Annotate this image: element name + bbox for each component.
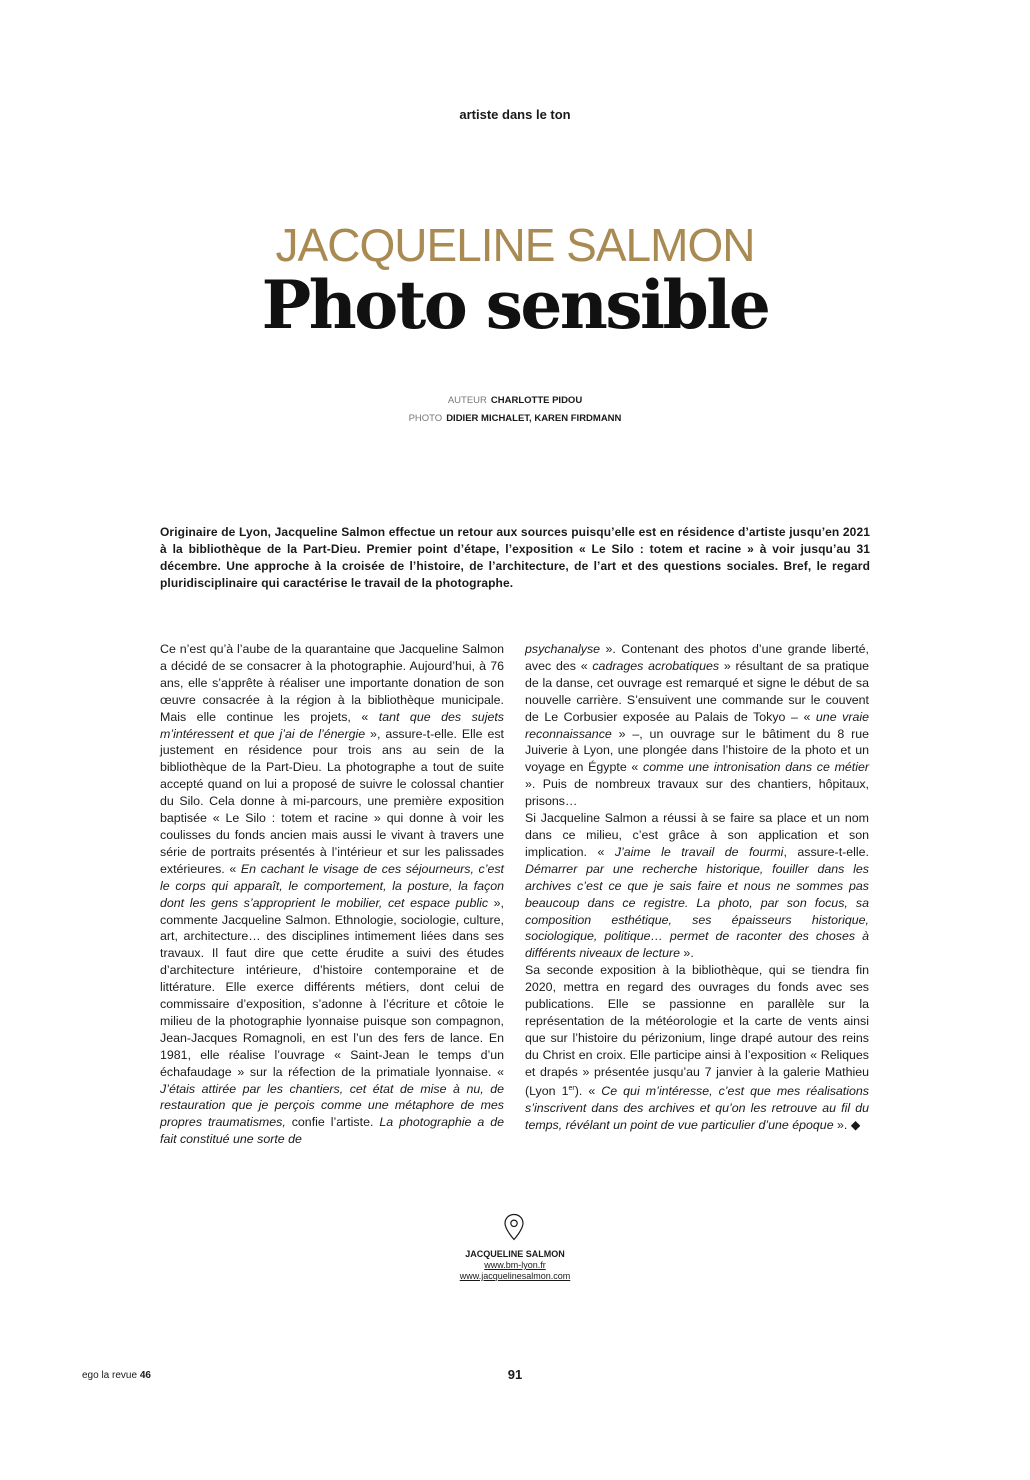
author-name: CHARLOTTE PIDOU: [490, 395, 583, 406]
magazine-name: ego la revue: [82, 1370, 138, 1381]
article-lead: Originaire de Lyon, Jacqueline Salmon effectue un retour aux sources puisqu’elle est en résidence d’artiste jusqu’en 2021 à la bibliothèque de la Part-Dieu. Premier point d’étape, l’exposition « Le Silo : totem et racine » à voir jusqu’au 31 décembre. Une approche à la croisée de l’histoire, de l’architecture, de l’art et des questions sociales. Bref, le regard pluridisciplinaire qui caractérise le travail de la photographe.: [160, 525, 870, 590]
photo-credit: [0, 410, 1030, 428]
website-link-bm[interactable]: www.bm-lyon.fr: [484, 1260, 546, 1270]
quote-text: tant que des sujets m’intéressent et que j’ai de l’énergie: [160, 709, 504, 741]
body-text: » –, un ouvrage sur le bâtiment du 8 rue Juiverie à Lyon, une plongée dans l’histoire de la photo et un voyage en Égypte «: [525, 726, 869, 775]
body-text: ). «: [574, 1083, 602, 1098]
body-column-left: [160, 641, 504, 1148]
quote-text: J’étais attirée par les chantiers, cet état de mise à nu, de restauration que je perçois comme une métaphore de mes propres traumatismes,: [160, 1081, 504, 1130]
body-text: ». ◆: [833, 1117, 861, 1132]
body-text: confie l’artiste.: [285, 1115, 380, 1130]
body-text: », assure-t-elle. Elle est justement en résidence pour trois ans au sein de la bibliothèque de la Part-Dieu. La photographe a tout de suite accepté quand on lui a proposé de suivre le colossal chantier du Silo. Cela donne à mi-parcours, une première exposition baptisée « Le Silo : totem et racine » qui donne à voir les coulisses du fonds ancien mais aussi le vivant à travers une série de portraits présentés à l’intérieur et sur les palissades extérieures. «: [160, 726, 504, 876]
website-link-artist[interactable]: www.jacquelinesalmon.com: [459, 1271, 571, 1281]
credits: [0, 392, 1030, 428]
quote-text: Ce qui m’intéresse, c’est que mes réalisations s’inscrivent dans des archives et qu’on les retrouve au fil du temps, révélant un point de vue particulier d’une époque: [525, 1083, 869, 1132]
body-paragraph: [525, 810, 869, 962]
contact-name: JACQUELINE SALMON: [465, 1249, 565, 1259]
body-paragraph: [525, 641, 869, 810]
quote-text: En cachant le visage de ces séjourneurs, c’est le corps qui apparaît, le comportement, la posture, la façon dont les gens s’approprient le mobilier, cet espace public: [160, 861, 505, 910]
author-credit: [0, 392, 1030, 410]
body-paragraph: [160, 641, 504, 1148]
issue-number: 46: [139, 1370, 151, 1381]
body-text: ». Contenant des photos d’une grande liberté, avec des «: [525, 642, 869, 673]
body-text: », commente Jacqueline Salmon. Ethnologie, sociologie, culture, art, architecture… des disciplines intimement liées dans ses travaux. Il faut dire que cette érudite a suivi des études d’architecture intérieure, d’histoire contemporaine et de littérature. Elle exerce différents métiers, dont celui de commissaire d’exposition, s’adonne à l’écriture et côtoie le milieu de la photographie lyonnaise puisque son compagnon, Jean-Jacques Romagnoli, en est l’un des fers de lance. En 1981, elle réalise l’ouvrage « Saint-Jean le temps d’un échafaudage » sur la réfection de la primatiale lyonnaise. «: [160, 895, 504, 1079]
body-column-right: [525, 641, 869, 1133]
quote-text: psychanalyse: [525, 642, 601, 656]
body-text: Ce n’est qu’à l’aube de la quarantaine que Jacqueline Salmon a décidé de se consacrer à la photographie. Aujourd’hui, à 76 ans, elle s’apprête à réaliser une importante donation de son œuvre consacrée à la région à la bibliothèque municipale. Mais elle continue les projets, «: [160, 642, 504, 724]
location-pin-icon: [503, 1213, 525, 1241]
body-text: Sa seconde exposition à la bibliothèque, qui se tiendra fin 2020, mettra en regard des ouvrages du fonds avec ses publications. Elle se passionne en parallèle sur la représentation de la météorologie et la carte de vents ainsi que sur l’histoire du périzonium, linge drapé autour des reins du Christ en croix. Elle participe ainsi à l’exposition « Reliques et drapés » présentée jusqu’au 7 janvier à la galerie Mathieu (Lyon 1: [525, 963, 869, 1098]
superscript: er: [568, 1084, 575, 1092]
author-label: AUTEUR: [447, 395, 487, 406]
quote-text: J’aime le travail de fourmi: [614, 844, 784, 859]
body-text: Si Jacqueline Salmon a réussi à se faire sa place et un nom dans ce milieu, c’est grâce à son application et son implication. «: [525, 811, 869, 859]
body-text: ».: [679, 946, 694, 961]
page-number: 91: [507, 1367, 523, 1382]
quote-text: cadrages acrobatiques: [592, 658, 720, 673]
body-text: ». Puis de nombreux travaux sur des chantiers, hôpitaux, prisons…: [525, 777, 869, 809]
article-title: Photo sensible: [261, 266, 769, 344]
quote-text: La photographie a de fait constitué une sorte de: [160, 1115, 504, 1147]
quote-text: Démarrer par une recherche historique, fouiller dans les archives c’est ce que je sais faire et nous ne sommes pas beaucoup dans ce registre. La photo, par son focus, sa composition esthétique, ses épaisseurs historique, sociologique, politique… permet de raconter des choses à différents niveaux de lecture: [525, 861, 869, 961]
quote-text: une vraie reconnaissance: [525, 709, 869, 741]
photo-names: DIDIER MICHALET, KAREN FIRDMANN: [446, 413, 622, 424]
quote-text: comme une intronisation dans ce métier: [643, 760, 869, 775]
body-text: , assure-t-elle.: [783, 844, 869, 859]
body-text: » résultant de sa pratique de la danse, cet ouvrage est remarqué et signe le début de sa nouvelle carrière. S’ensuivent une commande sur le couvent de Le Corbusier exposée au Palais de Tokyo – «: [525, 658, 869, 724]
article-kicker: JACQUELINE SALMON: [275, 219, 755, 271]
photo-label: PHOTO: [408, 413, 443, 424]
section-tag: artiste dans le ton: [459, 107, 571, 122]
contact-block: [0, 1249, 1030, 1282]
body-paragraph: [525, 962, 869, 1133]
